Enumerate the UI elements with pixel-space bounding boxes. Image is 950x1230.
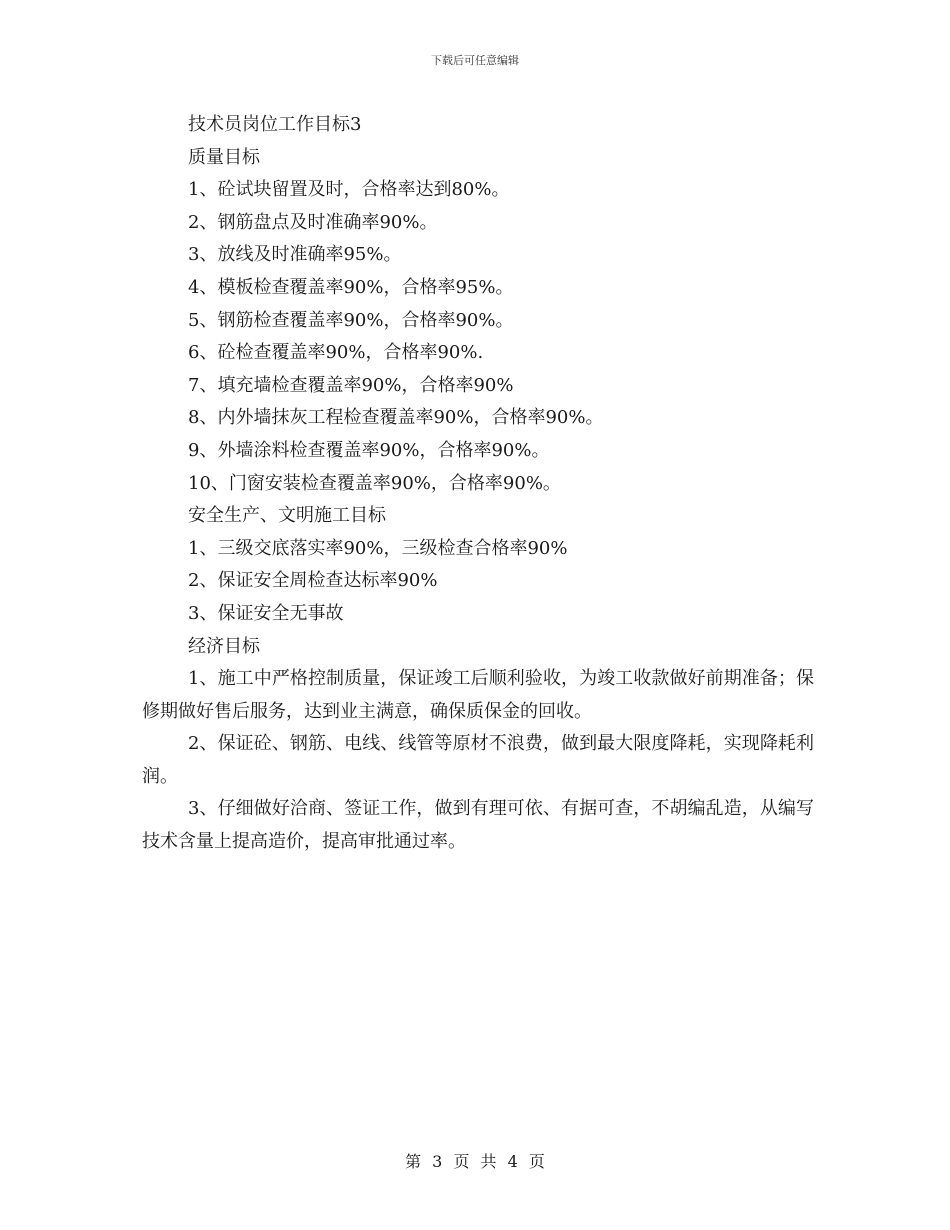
quality-item: 1、砼试块留置及时，合格率达到80%。 xyxy=(188,179,510,201)
section-heading-safety: 安全生产、文明施工目标 xyxy=(188,505,386,527)
section-heading-economic: 经济目标 xyxy=(188,635,260,657)
page-header-note: 下载后可任意编辑 xyxy=(431,54,519,67)
safety-item: 2、保证安全周检查达标率90% xyxy=(188,570,438,592)
quality-item: 2、钢筋盘点及时准确率90%。 xyxy=(188,211,438,233)
economic-paragraph: 1、施工中严格控制质量，保证竣工后顺利验收，为竣工收款做好前期准备；保修期做好售后服务，达到业主满意，确保质保金的回收。 xyxy=(142,668,814,722)
quality-item: 4、模板检查覆盖率90%，合格率95%。 xyxy=(188,276,514,298)
quality-item: 8、内外墙抹灰工程检查覆盖率90%，合格率90%。 xyxy=(188,407,604,429)
quality-item: 3、放线及时准确率95%。 xyxy=(188,244,402,266)
safety-item: 1、三级交底落实率90%，三级检查合格率90% xyxy=(188,537,568,559)
quality-item: 9、外墙涂料检查覆盖率90%，合格率90%。 xyxy=(188,439,550,461)
quality-item: 10、门窗安装检查覆盖率90%，合格率90%。 xyxy=(188,472,561,494)
economic-paragraph: 3、仔细做好洽商、签证工作，做到有理可依、有据可查，不胡编乱造，从编写技术含量上提高造价，提高审批通过率。 xyxy=(142,798,814,853)
document-title: 技术员岗位工作目标3 xyxy=(188,114,362,135)
quality-item: 6、砼检查覆盖率90%，合格率90%. xyxy=(188,342,484,364)
document-body xyxy=(142,109,822,859)
page-number: 第 3 页 共 4 页 xyxy=(405,1152,545,1171)
section-heading-quality: 质量目标 xyxy=(188,146,260,168)
quality-item: 7、填充墙检查覆盖率90%，合格率90% xyxy=(188,374,514,396)
economic-paragraph: 2、保证砼、钢筋、电线、线管等原材不浪费，做到最大限度降耗，实现降耗利润。 xyxy=(142,733,814,787)
safety-item: 3、保证安全无事故 xyxy=(188,602,344,624)
quality-item: 5、钢筋检查覆盖率90%，合格率90%。 xyxy=(188,309,514,331)
